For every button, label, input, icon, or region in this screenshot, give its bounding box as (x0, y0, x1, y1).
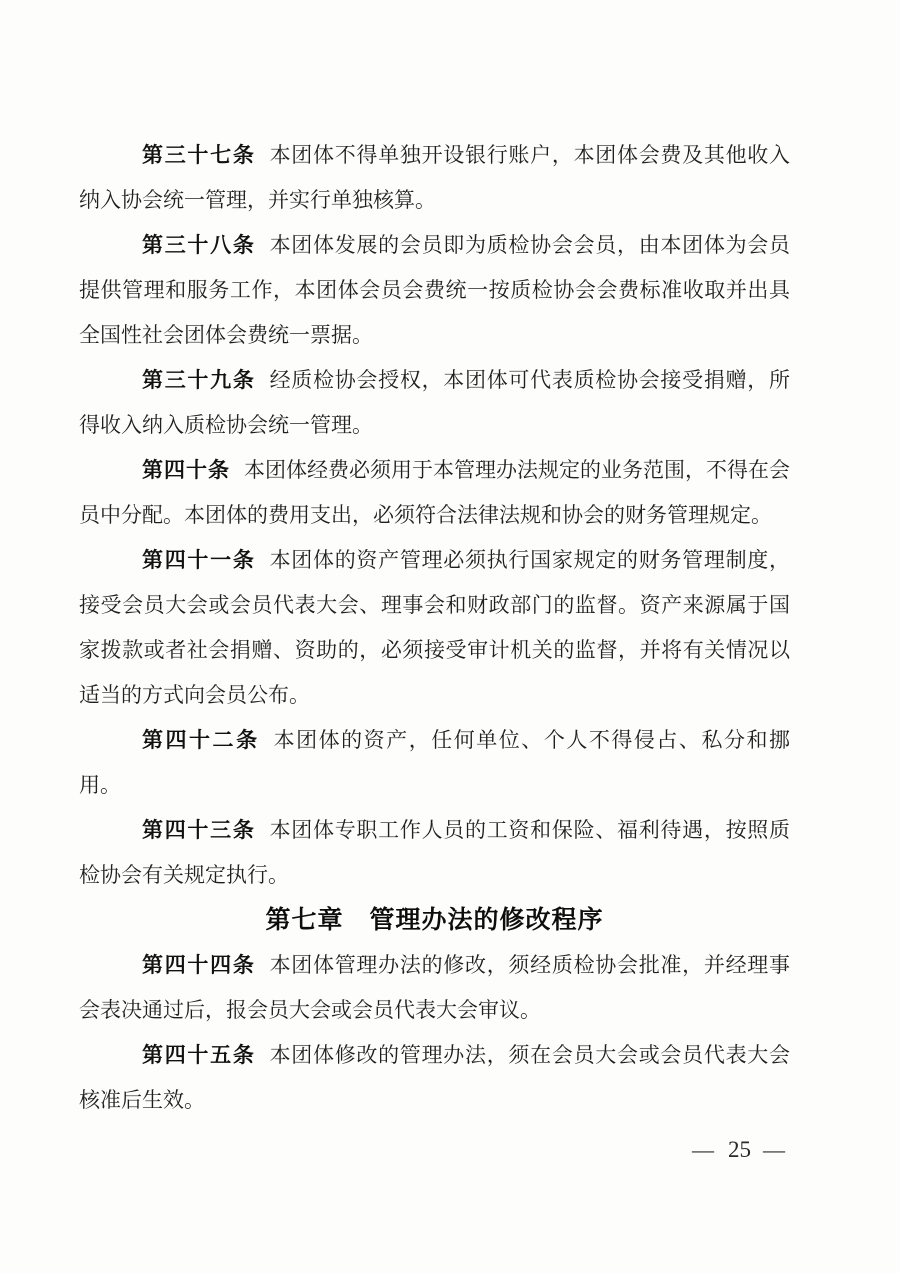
article-number: 第四十条 (142, 458, 230, 482)
page-number-value: 25 (728, 1137, 751, 1162)
article-text: 本团体经费必须用于本管理办法规定的业务范围，不得在会员中分配。本团体的费用支出，必须符合法律法规和协会的财务管理规定。 (79, 458, 790, 527)
article-text: 本团体的资产，任何单位、个人不得侵占、私分和挪用。 (79, 728, 790, 797)
article-text: 本团体的资产管理必须执行国家规定的财务管理制度，接受会员大会或会员代表大会、理事会和财政部门的监督。资产来源属于国家拨款或者社会捐赠、资助的，必须接受审计机关的监督，并将有关情况以适当的方式向会员公布。 (79, 548, 791, 707)
article-number: 第三十八条 (142, 233, 256, 257)
article-paragraph-40 (79, 448, 790, 538)
chapter-heading: 第七章 管理办法的修改程序 (265, 906, 604, 934)
article-number: 第四十三条 (142, 818, 256, 842)
page-number (690, 1137, 787, 1163)
article-text: 经质检协会授权，本团体可代表质检协会接受捐赠，所得收入纳入质检协会统一管理。 (79, 368, 791, 437)
article-paragraph-44 (79, 943, 790, 1033)
document-body (79, 133, 790, 1123)
article-paragraph-39 (79, 358, 790, 448)
article-number: 第四十二条 (142, 728, 260, 752)
article-number: 第四十五条 (142, 1043, 256, 1067)
article-text: 本团体管理办法的修改，须经质检协会批准，并经理事会表决通过后，报会员大会或会员代表大会审议。 (79, 953, 791, 1022)
article-number: 第三十七条 (142, 143, 256, 167)
article-number: 第四十一条 (142, 548, 256, 572)
article-text: 本团体专职工作人员的工资和保险、福利待遇，按照质检协会有关规定执行。 (79, 818, 791, 887)
article-number: 第四十四条 (142, 953, 256, 977)
article-paragraph-38 (79, 223, 790, 358)
page-number-right-dash: — (763, 1137, 785, 1162)
article-paragraph-43 (79, 808, 790, 898)
article-text: 本团体修改的管理办法，须在会员大会或会员代表大会核准后生效。 (79, 1043, 791, 1112)
article-paragraph-41 (79, 538, 790, 718)
article-number: 第三十九条 (142, 368, 256, 392)
article-paragraph-45 (79, 1033, 790, 1123)
article-text: 本团体不得单独开设银行账户，本团体会费及其他收入纳入协会统一管理，并实行单独核算。 (79, 143, 791, 212)
article-paragraph-37 (79, 133, 790, 223)
article-text: 本团体发展的会员即为质检协会会员，由本团体为会员提供管理和服务工作，本团体会员会费统一按质检协会会费标准收取并出具全国性社会团体会费统一票据。 (79, 233, 791, 347)
article-paragraph-42 (79, 718, 790, 808)
page-number-left-dash: — (692, 1137, 714, 1162)
